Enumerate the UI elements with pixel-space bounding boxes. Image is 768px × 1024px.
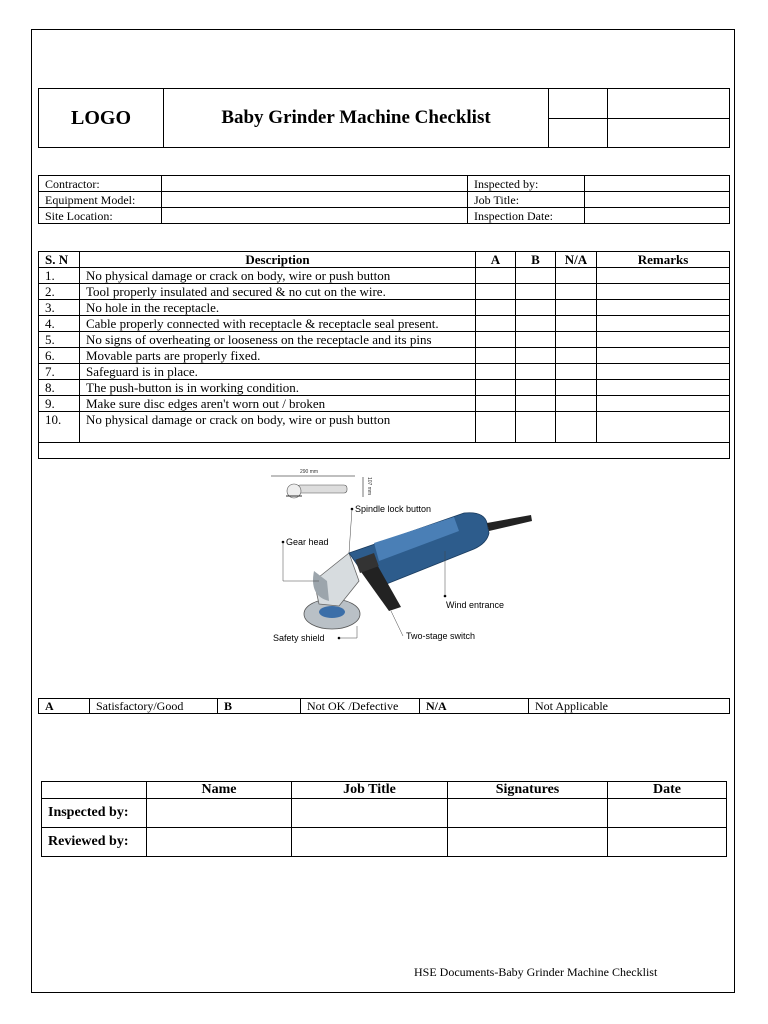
b-checkbox-cell[interactable]	[516, 396, 556, 412]
signature-table	[41, 781, 727, 857]
na-checkbox-cell[interactable]	[556, 300, 597, 316]
contractor-field[interactable]	[162, 176, 468, 192]
a-checkbox-cell[interactable]	[476, 396, 516, 412]
table-row	[39, 380, 730, 396]
row-description: Make sure disc edges aren't worn out / broken	[80, 396, 476, 412]
row-description: No physical damage or crack on body, wire or push button	[80, 412, 476, 443]
reviewed-signature-field[interactable]	[448, 828, 608, 857]
row-number: 6.	[39, 348, 80, 364]
table-row	[39, 316, 730, 332]
b-checkbox-cell[interactable]	[516, 412, 556, 443]
na-checkbox-cell[interactable]	[556, 332, 597, 348]
reviewed-by-row-label: Reviewed by:	[42, 828, 147, 857]
inspected-by-row-label: Inspected by:	[42, 799, 147, 828]
legend-na-value: Not Applicable	[529, 699, 730, 714]
remarks-cell[interactable]	[597, 364, 730, 380]
na-checkbox-cell[interactable]	[556, 380, 597, 396]
grinder-illustration-cell	[39, 443, 730, 643]
na-checkbox-cell[interactable]	[556, 412, 597, 443]
a-checkbox-cell[interactable]	[476, 332, 516, 348]
row-description: No physical damage or crack on body, wire or push button	[80, 268, 476, 284]
na-header: N/A	[556, 252, 597, 268]
header-cell	[549, 118, 608, 148]
table-row	[39, 284, 730, 300]
remarks-cell[interactable]	[597, 348, 730, 364]
grinder-illustration	[239, 461, 539, 646]
b-checkbox-cell[interactable]	[516, 284, 556, 300]
na-checkbox-cell[interactable]	[556, 348, 597, 364]
remarks-cell[interactable]	[597, 380, 730, 396]
header-table	[38, 88, 730, 148]
row-description: The push-button is in working condition.	[80, 380, 476, 396]
legend-a-value: Satisfactory/Good	[90, 699, 218, 714]
a-checkbox-cell[interactable]	[476, 284, 516, 300]
equipment-model-label: Equipment Model:	[39, 192, 162, 208]
na-checkbox-cell[interactable]	[556, 316, 597, 332]
table-row	[39, 396, 730, 412]
remarks-cell[interactable]	[597, 316, 730, 332]
inspected-by-label: Inspected by:	[468, 176, 585, 192]
b-checkbox-cell[interactable]	[516, 380, 556, 396]
logo: LOGO	[39, 89, 164, 148]
inspection-date-field[interactable]	[585, 208, 730, 224]
page-title: Baby Grinder Machine Checklist	[164, 89, 549, 148]
a-checkbox-cell[interactable]	[476, 268, 516, 284]
a-checkbox-cell[interactable]	[476, 380, 516, 396]
sn-header: S. N	[39, 252, 80, 268]
equipment-model-field[interactable]	[162, 192, 468, 208]
contractor-label: Contractor:	[39, 176, 162, 192]
row-number: 3.	[39, 300, 80, 316]
remarks-cell[interactable]	[597, 284, 730, 300]
a-checkbox-cell[interactable]	[476, 364, 516, 380]
b-checkbox-cell[interactable]	[516, 348, 556, 364]
row-description: No hole in the receptacle.	[80, 300, 476, 316]
reviewed-job-title-field[interactable]	[292, 828, 448, 857]
signatures-header: Signatures	[448, 782, 608, 799]
na-checkbox-cell[interactable]	[556, 284, 597, 300]
safety-shield-label: Safety shield	[273, 633, 325, 643]
header-cell	[608, 89, 730, 119]
job-title-label: Job Title:	[468, 192, 585, 208]
job-title-field[interactable]	[585, 192, 730, 208]
table-row	[39, 348, 730, 364]
grinder-main-icon	[304, 513, 532, 629]
b-checkbox-cell[interactable]	[516, 364, 556, 380]
legend-table	[38, 698, 730, 714]
legend-a-key: A	[39, 699, 90, 714]
row-description: Safeguard is in place.	[80, 364, 476, 380]
inspected-job-title-field[interactable]	[292, 799, 448, 828]
site-location-field[interactable]	[162, 208, 468, 224]
table-row	[39, 412, 730, 443]
header-cell	[549, 89, 608, 119]
table-row	[39, 332, 730, 348]
b-checkbox-cell[interactable]	[516, 316, 556, 332]
info-table	[38, 175, 730, 224]
remarks-cell[interactable]	[597, 332, 730, 348]
remarks-cell[interactable]	[597, 300, 730, 316]
dimension-side-label: 107 mm	[366, 477, 372, 496]
reviewed-date-field[interactable]	[608, 828, 727, 857]
wind-entrance-label: Wind entrance	[446, 600, 505, 610]
a-checkbox-cell[interactable]	[476, 316, 516, 332]
row-description: Tool properly insulated and secured & no cut on the wire.	[80, 284, 476, 300]
table-row	[39, 364, 730, 380]
legend-b-key: B	[218, 699, 301, 714]
row-description: No signs of overheating or looseness on the receptacle and its pins	[80, 332, 476, 348]
table-row	[39, 268, 730, 284]
remarks-cell[interactable]	[597, 412, 730, 443]
na-checkbox-cell[interactable]	[556, 268, 597, 284]
inspection-date-label: Inspection Date:	[468, 208, 585, 224]
legend-na-key: N/A	[420, 699, 529, 714]
inspected-date-field[interactable]	[608, 799, 727, 828]
row-number: 7.	[39, 364, 80, 380]
spindle-label: Spindle lock button	[355, 504, 432, 514]
table-row	[39, 300, 730, 316]
site-location-label: Site Location:	[39, 208, 162, 224]
b-checkbox-cell[interactable]	[516, 332, 556, 348]
a-header: A	[476, 252, 516, 268]
inspected-name-field[interactable]	[147, 799, 292, 828]
checklist-table	[38, 251, 730, 643]
job-title-header: Job Title	[292, 782, 448, 799]
footer: HSE Documents-Baby Grinder Machine Checklist	[414, 965, 658, 979]
date-header: Date	[608, 782, 727, 799]
b-checkbox-cell[interactable]	[516, 300, 556, 316]
remarks-cell[interactable]	[597, 268, 730, 284]
row-number: 10.	[39, 412, 80, 443]
row-number: 8.	[39, 380, 80, 396]
remarks-header: Remarks	[597, 252, 730, 268]
two-stage-switch-label: Two-stage switch	[406, 631, 476, 641]
inspected-signature-field[interactable]	[448, 799, 608, 828]
row-number: 9.	[39, 396, 80, 412]
row-number: 5.	[39, 332, 80, 348]
b-checkbox-cell[interactable]	[516, 268, 556, 284]
row-description: Movable parts are properly fixed.	[80, 348, 476, 364]
row-description: Cable properly connected with receptacle & receptacle seal present.	[80, 316, 476, 332]
legend-b-value: Not OK /Defective	[301, 699, 420, 714]
na-checkbox-cell[interactable]	[556, 396, 597, 412]
a-checkbox-cell[interactable]	[476, 412, 516, 443]
a-checkbox-cell[interactable]	[476, 348, 516, 364]
na-checkbox-cell[interactable]	[556, 364, 597, 380]
row-number: 2.	[39, 284, 80, 300]
signature-corner	[42, 782, 147, 799]
reviewed-name-field[interactable]	[147, 828, 292, 857]
inspected-by-field[interactable]	[585, 176, 730, 192]
dimension-top-label: 290 mm	[299, 469, 319, 475]
remarks-cell[interactable]	[597, 396, 730, 412]
b-header: B	[516, 252, 556, 268]
description-header: Description	[80, 252, 476, 268]
row-number: 1.	[39, 268, 80, 284]
row-number: 4.	[39, 316, 80, 332]
grinder-top-view-icon	[271, 469, 372, 498]
gear-head-label: Gear head	[286, 537, 329, 547]
a-checkbox-cell[interactable]	[476, 300, 516, 316]
name-header: Name	[147, 782, 292, 799]
header-cell	[608, 118, 730, 148]
